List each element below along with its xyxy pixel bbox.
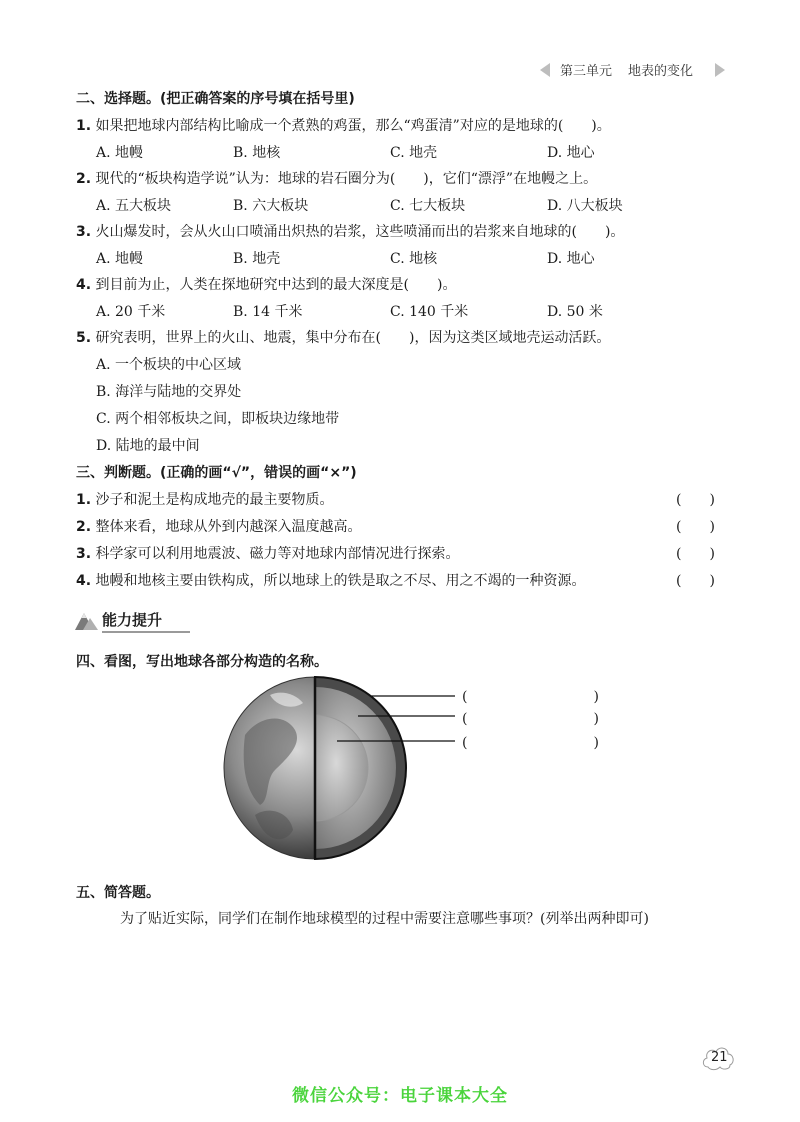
judge-item-4 [76,570,586,590]
option-1b[interactable]: B. 地核 [233,145,281,161]
ability-title: 能力提升 [102,611,163,629]
question-text: 现代的“板块构造学说”认为：地球的岩石圈分为( )，它们“漂浮”在地幔之上。 [95,171,598,187]
question-2 [76,168,597,188]
option-3c[interactable]: C. 地核 [390,251,438,267]
option-3a[interactable]: A. 地幔 [96,251,144,267]
header-left-triangle [540,63,550,77]
unit-topic: 地表的变化 [628,64,694,79]
question-3 [76,221,624,241]
option-2d[interactable]: D. 八大板块 [547,198,623,214]
question-number: 1. [76,118,92,134]
question-5 [76,327,610,347]
option-2a[interactable]: A. 五大板块 [96,198,172,214]
unit-label: 第三单元 [560,64,613,79]
item-text: 科学家可以利用地震波、磁力等对地球内部情况进行探索。 [95,546,460,562]
option-1a[interactable]: A. 地幔 [96,145,144,161]
option-2b[interactable]: B. 六大板块 [233,198,309,214]
question-number: 4. [76,277,92,293]
option-4a[interactable]: A. 20 千米 [96,304,166,320]
option-3d[interactable]: D. 地心 [547,251,595,267]
option-2c[interactable]: C. 七大板块 [390,198,466,214]
section4-title: 四、看图，写出地球各部分构造的名称。 [76,654,328,670]
page-number: 21 [711,1050,728,1065]
answer-paren-3[interactable]: ( ) [676,546,715,562]
item-text: 地幔和地核主要由铁构成，所以地球上的铁是取之不尽、用之不竭的一种资源。 [95,573,586,589]
question-number: 2. [76,171,92,187]
question-1 [76,115,611,135]
option-4d[interactable]: D. 50 米 [547,304,603,320]
item-number: 2. [76,519,92,535]
option-3b[interactable]: B. 地壳 [233,251,281,267]
item-number: 3. [76,546,92,562]
label-blank-core[interactable]: ( ) [462,735,599,751]
option-5b[interactable]: B. 海洋与陆地的交界处 [96,384,242,400]
section2-title: 二、选择题。(把正确答案的序号填在括号里) [76,91,355,107]
option-5c[interactable]: C. 两个相邻板块之间，即板块边缘地带 [96,411,340,427]
judge-item-3 [76,543,460,563]
section3-title: 三、判断题。(正确的画“√”，错误的画“×”) [76,465,357,481]
short-answer-question: 为了贴近实际，同学们在制作地球模型的过程中需要注意哪些事项？(列举出两种即可) [120,911,649,927]
section5-title: 五、简答题。 [76,885,160,901]
label-blank-crust[interactable]: ( ) [462,689,599,705]
watermark-text: 微信公众号：电子课本大全 [292,1086,508,1106]
question-number: 3. [76,224,92,240]
header-right-triangle [715,63,725,77]
item-number: 4. [76,573,92,589]
item-text: 整体来看，地球从外到内越深入温度越高。 [95,519,362,535]
label-blank-mantle[interactable]: ( ) [462,711,599,727]
answer-paren-4[interactable]: ( ) [676,573,715,589]
item-number: 1. [76,492,92,508]
ability-underline [102,631,190,633]
question-number: 5. [76,330,92,346]
question-text: 如果把地球内部结构比喻成一个煮熟的鸡蛋，那么“鸡蛋清”对应的是地球的( )。 [95,118,611,134]
unit-header [540,60,725,80]
judge-item-2 [76,516,362,536]
page-number-badge [700,1043,736,1073]
question-text: 火山爆发时，会从火山口喷涌出炽热的岩浆，这些喷涌而出的岩浆来自地球的( )。 [95,224,625,240]
option-1d[interactable]: D. 地心 [547,145,595,161]
question-text: 到目前为止，人类在探地研究中达到的最大深度是( )。 [95,277,457,293]
answer-paren-1[interactable]: ( ) [676,492,715,508]
option-1c[interactable]: C. 地壳 [390,145,438,161]
judge-item-1 [76,489,334,509]
answer-paren-2[interactable]: ( ) [676,519,715,535]
item-text: 沙子和泥土是构成地壳的最主要物质。 [95,492,334,508]
mountain-icon [74,609,100,631]
question-text: 研究表明，世界上的火山、地震，集中分布在( )，因为这类区域地壳运动活跃。 [95,330,611,346]
option-5d[interactable]: D. 陆地的最中间 [96,438,200,454]
option-4b[interactable]: B. 14 千米 [233,304,303,320]
option-5a[interactable]: A. 一个板块的中心区域 [96,357,242,373]
option-4c[interactable]: C. 140 千米 [390,304,469,320]
question-4 [76,274,456,294]
